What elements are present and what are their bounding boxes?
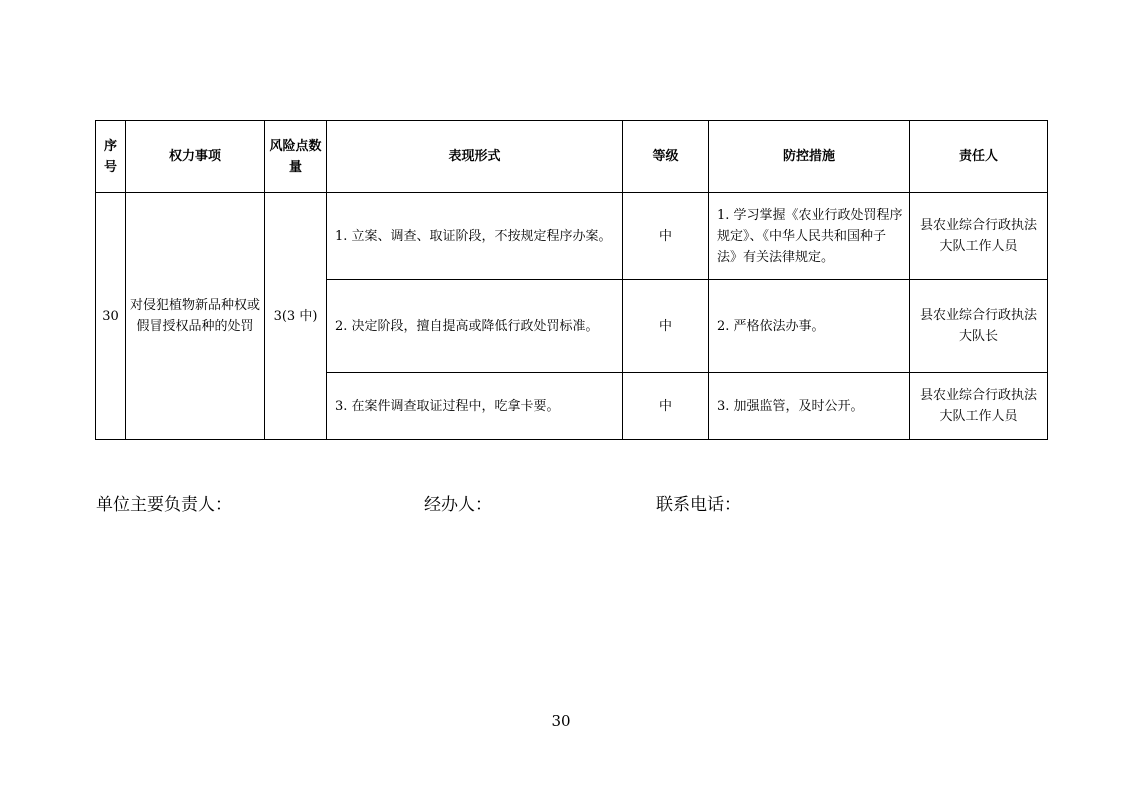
level-cell: 中 <box>623 193 709 280</box>
responsible-cell: 县农业综合行政执法大队长 <box>910 280 1048 373</box>
risk-count-cell: 3(3 中) <box>265 193 327 440</box>
manifestation-cell: 3. 在案件调查取证过程中，吃拿卡要。 <box>327 373 623 440</box>
manifestation-cell: 2. 决定阶段，擅自提高或降低行政处罚标准。 <box>327 280 623 373</box>
measures-cell: 1. 学习掌握《农业行政处罚程序规定》、《中华人民共和国种子法》有关法律规定。 <box>709 193 910 280</box>
handler-label: 经办人： <box>424 495 492 515</box>
risk-table <box>95 120 1048 440</box>
header-measures: 防控措施 <box>709 121 910 193</box>
table-row <box>96 193 1048 280</box>
header-manifestation: 表现形式 <box>327 121 623 193</box>
header-row <box>96 121 1048 193</box>
measures-cell: 2. 严格依法办事。 <box>709 280 910 373</box>
seq-cell: 30 <box>96 193 126 440</box>
responsible-cell: 县农业综合行政执法大队工作人员 <box>910 373 1048 440</box>
level-cell: 中 <box>623 280 709 373</box>
measures-cell: 3. 加强监管，及时公开。 <box>709 373 910 440</box>
header-risk-count: 风险点数量 <box>265 121 327 193</box>
level-cell: 中 <box>623 373 709 440</box>
header-level: 等级 <box>623 121 709 193</box>
header-seq: 序号 <box>96 121 126 193</box>
header-responsible: 责任人 <box>910 121 1048 193</box>
phone-label: 联系电话： <box>656 495 741 515</box>
header-power-item: 权力事项 <box>126 121 265 193</box>
power-item-cell: 对侵犯植物新品种权或假冒授权品种的处罚 <box>126 193 265 440</box>
page-number: 30 <box>551 712 571 730</box>
manifestation-cell: 1. 立案、调查、取证阶段，不按规定程序办案。 <box>327 193 623 280</box>
unit-head-label: 单位主要负责人： <box>96 495 232 515</box>
responsible-cell: 县农业综合行政执法大队工作人员 <box>910 193 1048 280</box>
